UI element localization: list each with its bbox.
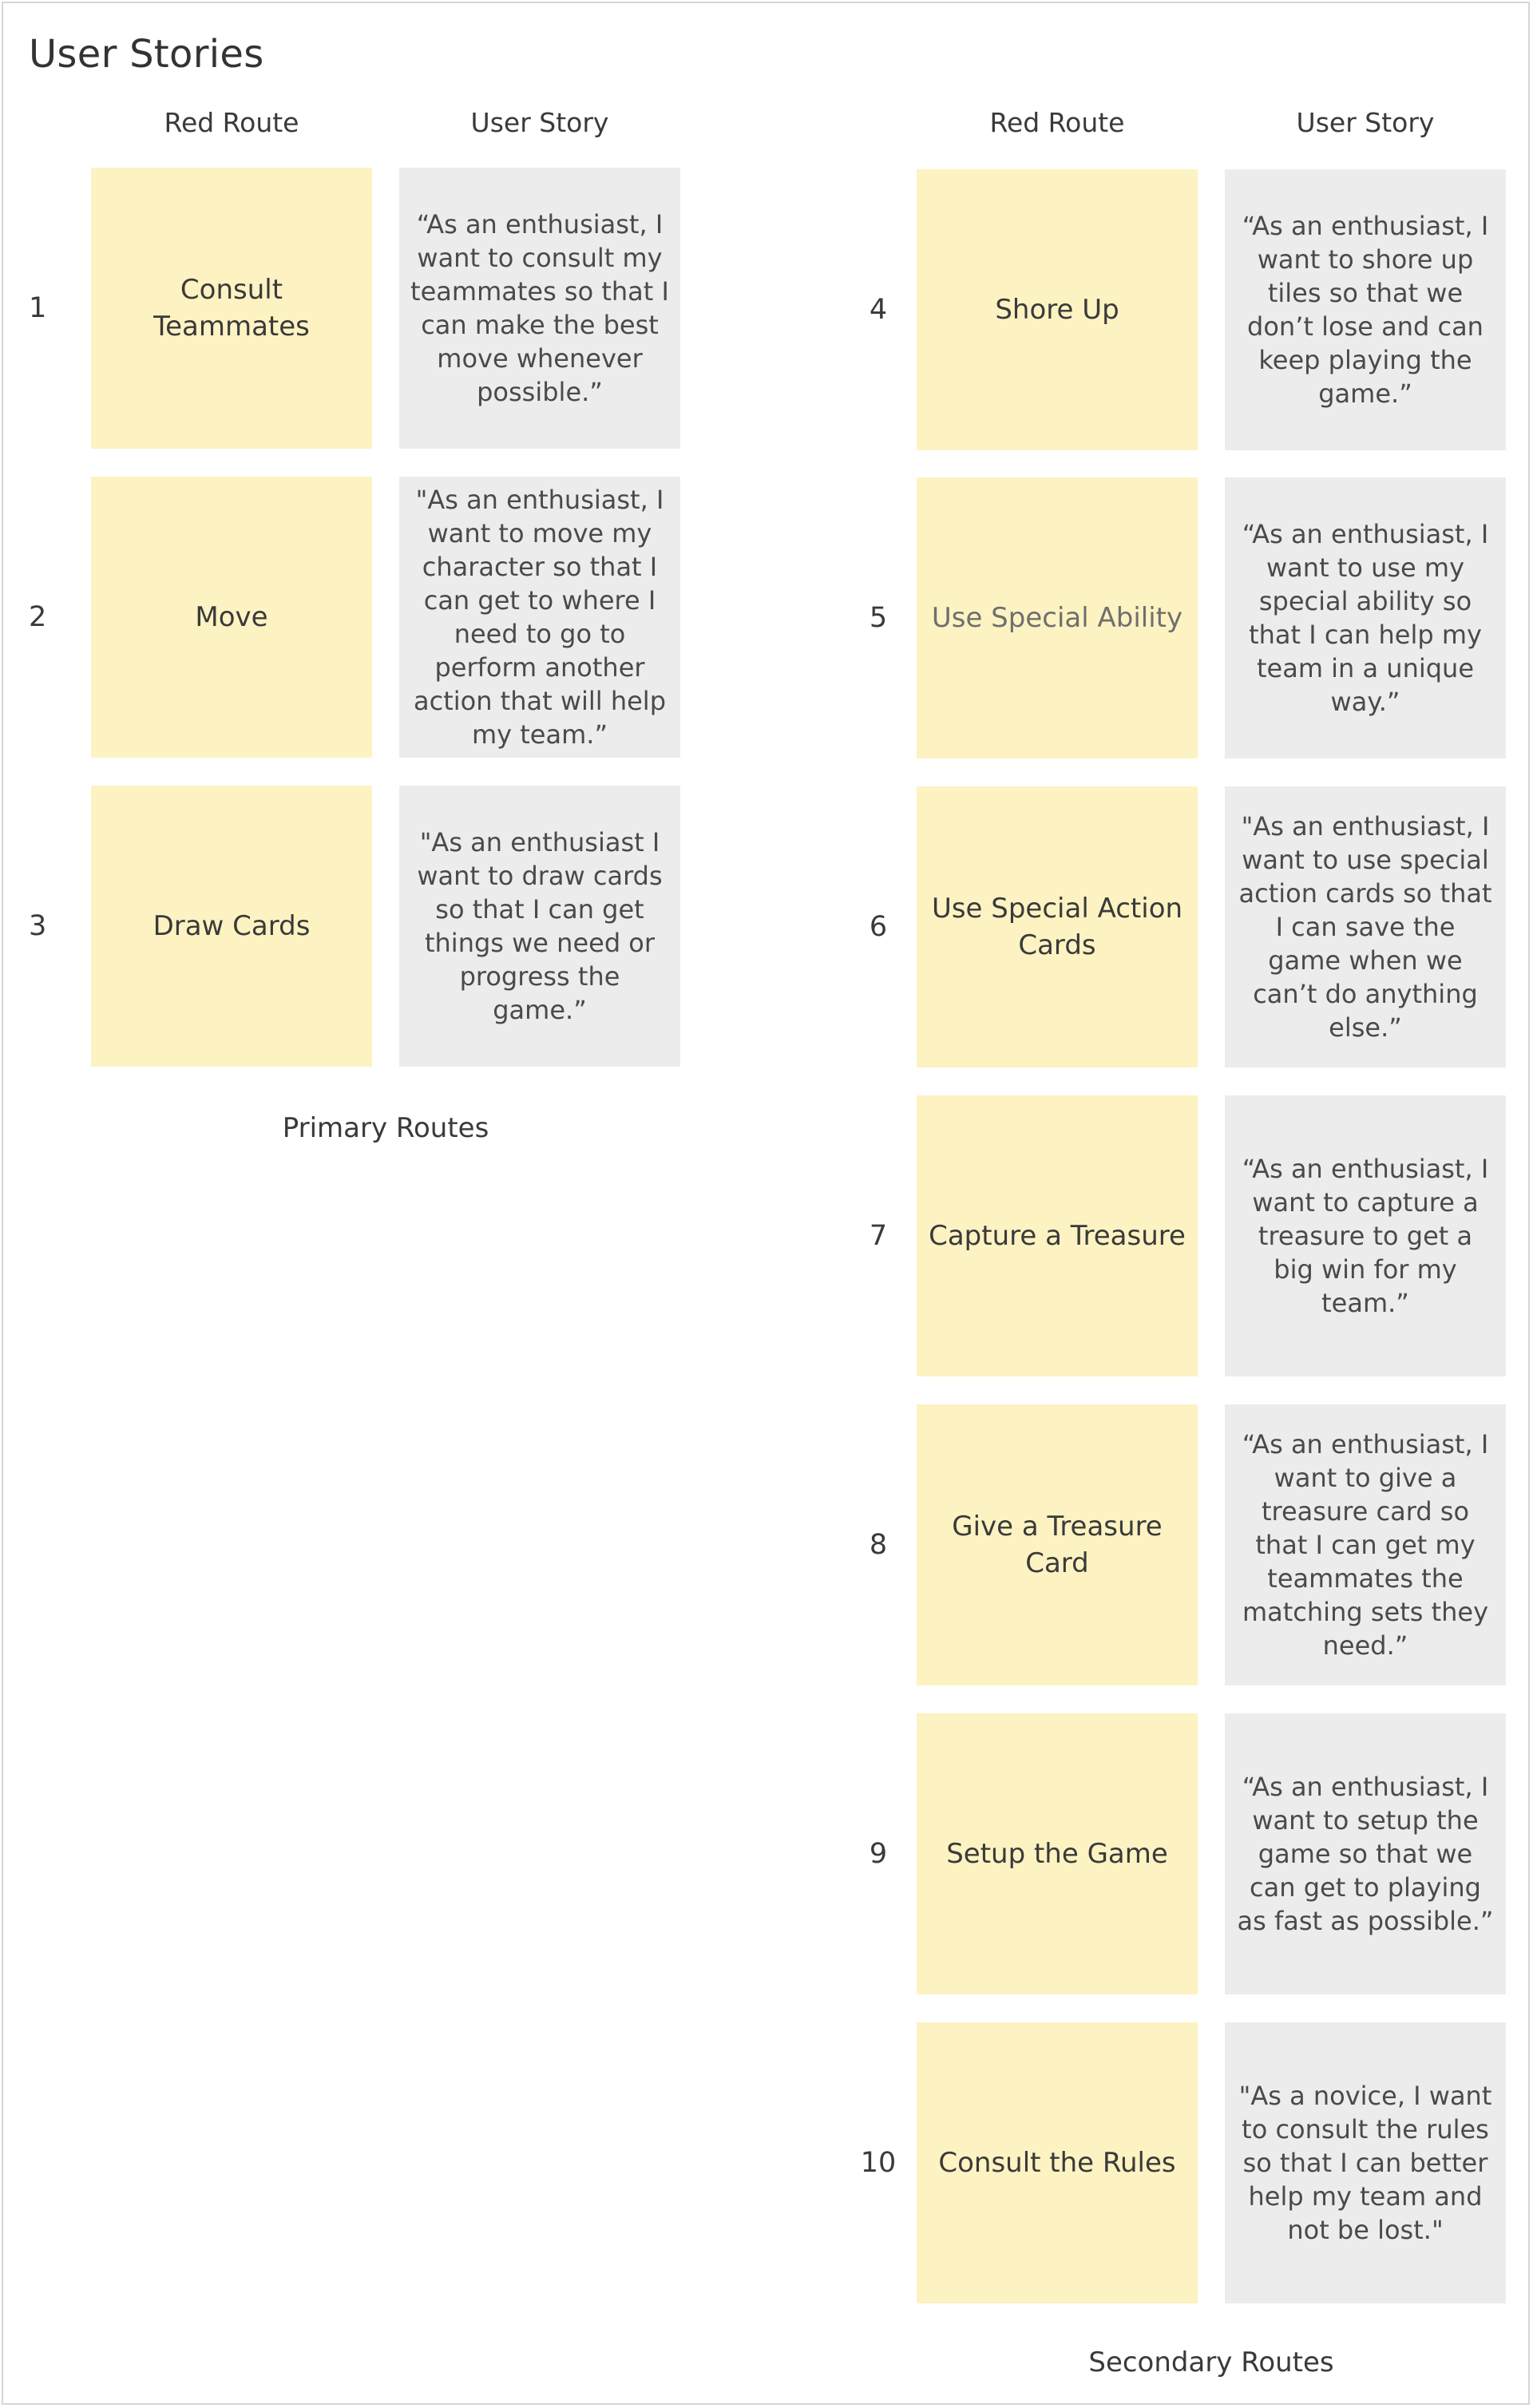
red-route-card-6: Use Special Action Cards bbox=[917, 786, 1198, 1067]
left-red-route-header: Red Route bbox=[164, 107, 299, 138]
right-red-route-header: Red Route bbox=[989, 107, 1125, 138]
right-user-story-header: User Story bbox=[1296, 107, 1435, 138]
red-route-card-2: Move bbox=[91, 477, 372, 758]
user-story-card-8: “As an enthusiast, I want to give a treasure card so that I can get my teammates the matching sets they need.” bbox=[1225, 1404, 1506, 1685]
user-story-card-6: "As an enthusiast, I want to use special action cards so that I can save the game when we can’t do anything else.” bbox=[1225, 786, 1506, 1067]
user-story-card-4: “As an enthusiast, I want to shore up tiles so that we don’t lose and can keep playing the game.” bbox=[1225, 169, 1506, 450]
red-route-card-7: Capture a Treasure bbox=[917, 1095, 1198, 1376]
primary-routes-label: Primary Routes bbox=[282, 1112, 489, 1144]
page-title: User Stories bbox=[29, 32, 264, 77]
red-route-card-4: Shore Up bbox=[917, 169, 1198, 450]
row-number-10: 10 bbox=[860, 2147, 897, 2179]
red-route-card-1: Consult Teammates bbox=[91, 168, 372, 449]
row-number-1: 1 bbox=[29, 292, 47, 324]
row-number-5: 5 bbox=[869, 602, 888, 634]
user-story-card-2: "As an enthusiast, I want to move my character so that I can get to where I need to go to perform another action that will help my team.” bbox=[399, 477, 680, 758]
red-route-card-5: Use Special Ability bbox=[917, 477, 1198, 758]
row-number-2: 2 bbox=[29, 601, 47, 633]
user-story-card-1: “As an enthusiast, I want to consult my teammates so that I can make the best move whenever possible.” bbox=[399, 168, 680, 449]
user-story-card-10: "As a novice, I want to consult the rules so that I can better help my team and not be lost." bbox=[1225, 2022, 1506, 2303]
row-number-6: 6 bbox=[869, 911, 888, 943]
row-number-3: 3 bbox=[29, 910, 47, 942]
left-user-story-header: User Story bbox=[470, 107, 609, 138]
row-number-7: 7 bbox=[869, 1220, 888, 1252]
user-story-card-5: “As an enthusiast, I want to use my special ability so that I can help my team in a unique way.” bbox=[1225, 477, 1506, 758]
user-story-card-7: “As an enthusiast, I want to capture a treasure to get a big win for my team.” bbox=[1225, 1095, 1506, 1376]
secondary-routes-label: Secondary Routes bbox=[1088, 2347, 1334, 2378]
row-number-9: 9 bbox=[869, 1838, 888, 1870]
red-route-card-9: Setup the Game bbox=[917, 1713, 1198, 1994]
row-number-4: 4 bbox=[869, 294, 888, 326]
row-number-8: 8 bbox=[869, 1529, 888, 1561]
red-route-card-8: Give a Treasure Card bbox=[917, 1404, 1198, 1685]
red-route-card-10: Consult the Rules bbox=[917, 2022, 1198, 2303]
red-route-card-3: Draw Cards bbox=[91, 786, 372, 1067]
user-story-card-3: "As an enthusiast I want to draw cards so that I can get things we need or progress the game.” bbox=[399, 786, 680, 1067]
user-story-card-9: “As an enthusiast, I want to setup the game so that we can get to playing as fast as possible.” bbox=[1225, 1713, 1506, 1994]
